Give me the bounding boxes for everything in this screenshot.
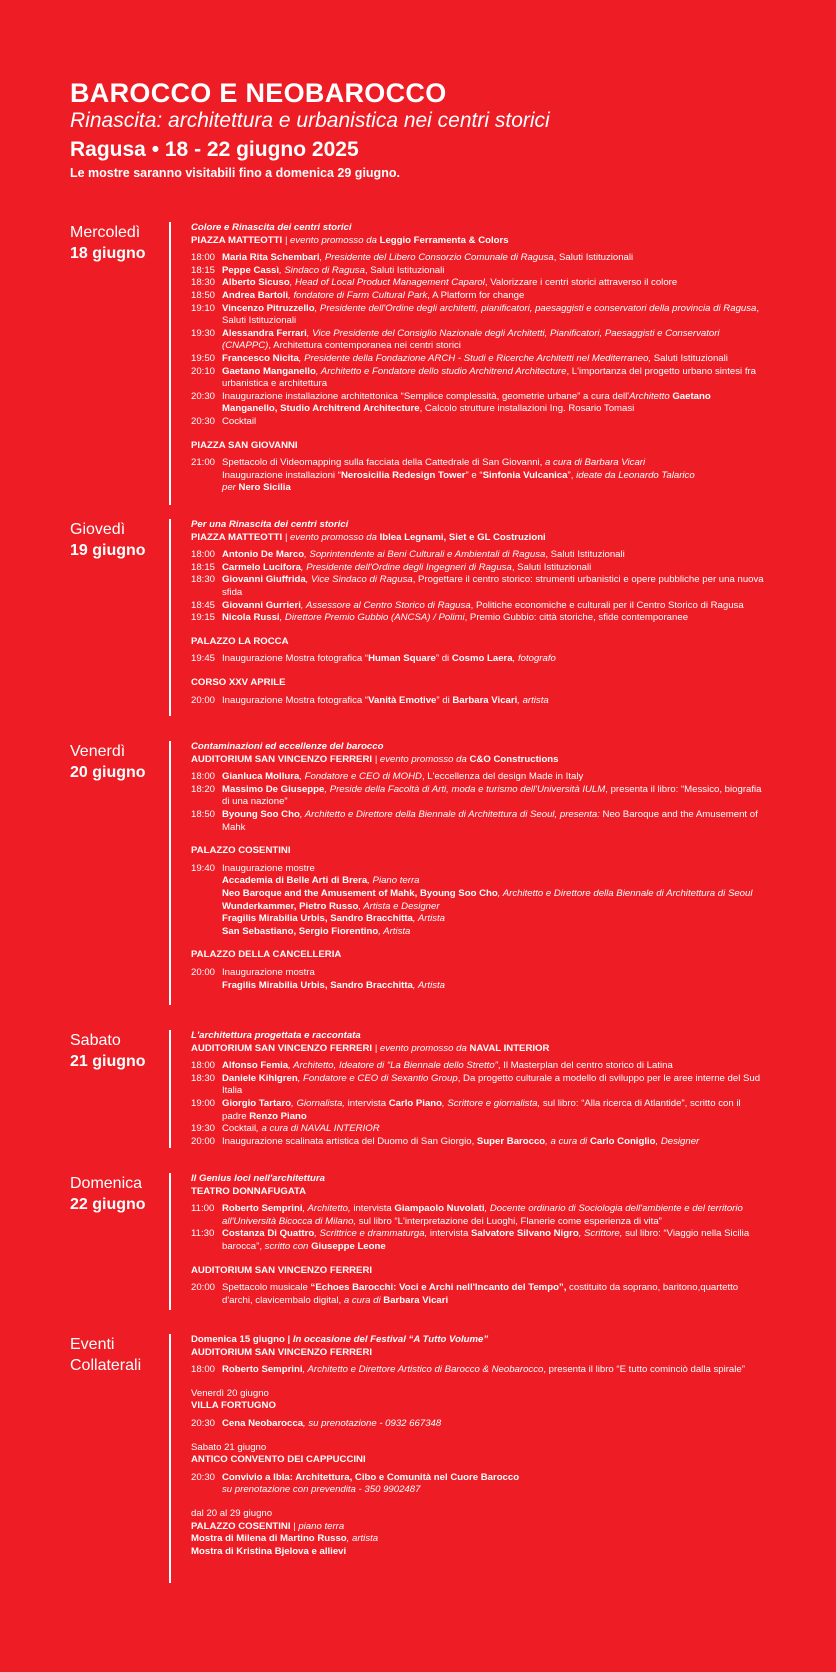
event-row: 19:00 Giorgio Tartaro, Giornalista, intervista Carlo Piano, Scrittore e giornalista, sul libro: “Alla ricerca di Atlantide”, scritto con il padre Renzo Piano: [191, 1097, 741, 1122]
venue-name: PALAZZO COSENTINI | piano terra: [191, 1520, 345, 1532]
event-list: [191, 1418, 766, 1431]
day-label: [70, 1334, 169, 1376]
event-list: [191, 1060, 766, 1148]
event-row: 19:30 Alessandra Ferrari, Vice Presidente del Consiglio Nazionale degli Architetti, Pianificatori, Paesaggisti e Conservatori (CNAPPC), Architettura contemporanea nei centri storici: [191, 327, 720, 352]
session-block: [191, 1030, 766, 1148]
day-wednesday: [70, 222, 766, 505]
event-row: 11:30 Costanza Di Quattro, Scrittrice e drammaturga, intervista Salvatore Silvano Nigro, Scrittore, sul libro: “Viaggio nella Sicilia barocca”, scritto con Giuseppe Leone: [191, 1228, 750, 1252]
day-date: 22 giugno: [70, 1196, 146, 1213]
event-row: 18:30 Alberto Sicuso, Head of Local Product Management Caparol, Valorizzare i centri storici attraverso il colore: [191, 277, 678, 289]
venue-name: PIAZZA SAN GIOVANNI: [191, 439, 298, 451]
session-block: [191, 845, 766, 938]
event-list: [191, 695, 766, 708]
session-theme: L'architettura progettata e raccontata: [191, 1030, 361, 1041]
day-label: [70, 222, 169, 264]
session-block: [191, 222, 766, 429]
event-row: 20:30 Cocktail: [191, 415, 257, 427]
day-date: 20 giugno: [70, 764, 146, 781]
event-row: 18:00 Antonio De Marco, Soprintendente ai Beni Culturali e Ambientali di Ragusa, Saluti Istituzionali: [191, 549, 625, 561]
session-theme: Per una Rinascita dei centri storici: [191, 519, 349, 530]
event-list: [191, 1282, 766, 1307]
event-row: 20:30 Convivio a Ibla: Architettura, Cibo e Comunità nel Cuore Barocco su prenotazione con prevendita - 350 9902487: [191, 1471, 520, 1496]
venue-name: AUDITORIUM SAN VINCENZO FERRERI: [191, 1264, 373, 1276]
session-block: [191, 440, 766, 495]
event-row: 18:00 Roberto Semprini, Architetto e Direttore Artistico di Barocco & Neobarocco, presenta il libro “E tutto cominciò dalla spirale”: [191, 1364, 745, 1376]
session-block: [191, 1442, 766, 1497]
event-row: 18:45 Giovanni Gurrieri, Assessore al Centro Storico di Ragusa, Politiche economiche e culturali per il Centro Storico di Ragusa: [191, 599, 744, 611]
day-date: 21 giugno: [70, 1053, 146, 1070]
session-date: Sabato 21 giugno: [191, 1441, 267, 1453]
day-label: [70, 1030, 169, 1072]
day-name: Giovedì: [70, 521, 126, 538]
session-block: [191, 741, 766, 834]
event-row: 18:00 Gianluca Mollura, Fondatore e CEO di MOHD, L'eccellenza del design Made in Italy: [191, 771, 584, 783]
event-row: 20:00 Inaugurazione mostra Fragilis Mirabilia Urbis, Sandro Bracchitta, Artista: [191, 966, 446, 991]
venue-name: PALAZZO COSENTINI: [191, 845, 291, 857]
session-block: [191, 1173, 766, 1254]
event-list: [191, 653, 766, 666]
day-label: [70, 1173, 169, 1215]
event-list: [191, 1203, 766, 1253]
event-row: 11:00 Roberto Semprini, Architetto, intervista Giampaolo Nuvolati, Docente ordinario di Sociologia dell'ambiente e del territorio all'Università Bicocca di Milano, sul libro “L'interpretazione dei Luoghi, Flanerie come esperienza di vita”: [191, 1203, 743, 1227]
venue-name: PIAZZA MATTEOTTI | evento promosso da Iblea Legnami, Siet e GL Costruzioni: [191, 531, 546, 543]
day-schedule: [169, 222, 766, 505]
day-name-2: Collaterali: [70, 1357, 142, 1374]
event-row: 20:00 Spettacolo musicale “Echoes Barocchi: Voci e Archi nell'Incanto del Tempo”, costituito da soprano, baritono,quartetto d'archi, clavicembalo digital, a cura di Barbara Vicari: [191, 1282, 739, 1306]
venue-name: AUDITORIUM SAN VINCENZO FERRERI: [191, 1346, 373, 1358]
day-schedule: [169, 741, 766, 1005]
session-block: [191, 636, 766, 666]
event-row: 19:15 Nicola Russi, Direttore Premio Gubbio (ANCSA) / Polimi, Premio Gubbio: città storiche, sfide contemporanee: [191, 612, 689, 624]
day-name: Domenica: [70, 1175, 143, 1192]
venue-name: CORSO XXV APRILE: [191, 676, 286, 688]
event-row: 20:30 Cena Neobarocca, su prenotazione - 0932 667348: [191, 1417, 442, 1429]
day-schedule: [169, 1030, 766, 1148]
event-list: [191, 1364, 766, 1377]
event-list: [191, 771, 766, 834]
session-block: [191, 677, 766, 707]
event-row: 18:15 Carmelo Lucifora, Presidente dell'Ordine degli Ingegneri di Ragusa, Saluti Istituzionali: [191, 561, 592, 573]
event-row: 18:15 Peppe Cassì, Sindaco di Ragusa, Saluti Istituzionali: [191, 264, 445, 276]
event-row: 20:00 Inaugurazione scalinata artistica del Duomo di San Giorgio, Super Barocco, a cura di Carlo Coniglio, Designer: [191, 1135, 700, 1147]
session-date: Venerdì 20 giugno: [191, 1387, 269, 1399]
event-row: 18:20 Massimo De Giuseppe, Preside della Facoltà di Arti, moda e turismo dell'Università IULM, presenta il libro: “Messico, biografia di una nazione”: [191, 783, 762, 808]
session-block: [191, 1265, 766, 1308]
day-name: Sabato: [70, 1032, 121, 1049]
venue-name: VILLA FORTUGNO: [191, 1400, 276, 1412]
exhibition-line: Mostra di Milena di Martino Russo, artista: [191, 1533, 379, 1545]
event-list: [191, 549, 766, 625]
event-row: 19:40 Inaugurazione mostre Accademia di Belle Arti di Brera, Piano terra Neo Baroque and the Amusement of Mahk, Byoung Soo Cho, Architetto e Direttore della Biennale di Architettura di Seoul Wunderkammer, Pietro Russo, Artista e Designer Fragilis Mirabilia Urbis, Sandro Bracchitta, Artista San Sebastiano, Sergio Fiorentino, Artista: [191, 862, 753, 937]
poster-dateline: Ragusa • 18 - 22 giugno 2025: [70, 138, 359, 161]
exhibitions-note: Le mostre saranno visitabili fino a domenica 29 giugno.: [70, 166, 400, 180]
day-name: Mercoledì: [70, 224, 141, 241]
session-theme: Domenica 15 giugno | In occasione del Festival “A Tutto Volume”: [191, 1334, 489, 1345]
event-row: 20:10 Gaetano Manganello, Architetto e Fondatore dello studio Architrend Architecture, L'importanza del progetto urbano sintesi fra urbanistica e architettura: [191, 365, 757, 390]
event-list: [191, 967, 766, 992]
venue-name: PALAZZO LA ROCCA: [191, 635, 289, 647]
event-row: 20:30 Inaugurazione installazione architettonica “Semplice complessità, geometrie urbane” a cura dell'Architetto Gaetano Manganello, Studio Architrend Architecture, Calcolo strutture installazioni Ing. Rosario Tomasi: [191, 390, 711, 415]
event-row: 21:00 Spettacolo di Videomapping sulla facciata della Cattedrale di San Giovanni, a cura di Barbara Vicari Inaugurazione installazioni “Nerosicilia Redesign Tower” e “Sinfonia Vulcanica”, ideate da Leonardo Talarico per Nero Sicilia: [191, 457, 695, 494]
exhibition-line: Mostra di Kristina Bjelova e allievi: [191, 1545, 347, 1557]
poster-title: BAROCCO E NEOBAROCCO: [70, 78, 447, 108]
day-label: [70, 741, 169, 783]
day-saturday: [70, 1030, 766, 1148]
event-row: 18:30 Giovanni Giuffrida, Vice Sindaco di Ragusa, Progettare il centro storico: strumenti urbanistici e opere pubbliche per una nuova sfida: [191, 574, 764, 598]
day-date: 18 giugno: [70, 245, 146, 262]
event-row: 19:50 Francesco Nicita, Presidente della Fondazione ARCH - Studi e Ricerche Architetti nel Mediterraneo, Saluti Istituzionali: [191, 352, 728, 364]
session-block: [191, 1388, 766, 1431]
day-friday: [70, 741, 766, 1005]
event-list: [191, 457, 766, 495]
event-row: 19:45 Inaugurazione Mostra fotografica “Human Square” di Cosmo Laera, fotografo: [191, 653, 556, 665]
session-date: dal 20 al 29 giugno: [191, 1507, 273, 1519]
day-schedule: [169, 1334, 766, 1583]
venue-name: AUDITORIUM SAN VINCENZO FERRERI | evento promosso da NAVAL INTERIOR: [191, 1042, 550, 1054]
venue-name: PALAZZO DELLA CANCELLERIA: [191, 949, 342, 961]
event-row: 20:00 Inaugurazione Mostra fotografica “Vanità Emotive” di Barbara Vicari, artista: [191, 694, 549, 706]
event-row: 18:00 Maria Rita Schembari, Presidente del Libero Consorzio Comunale di Ragusa, Saluti Istituzionali: [191, 252, 634, 264]
venue-name: TEATRO DONNAFUGATA: [191, 1185, 307, 1197]
session-theme: Colore e Rinascita dei centri storici: [191, 222, 352, 233]
day-thursday: [70, 519, 766, 716]
poster-subtitle: Rinascita: architettura e urbanistica nei centri storici: [70, 109, 550, 132]
event-row: 19:10 Vincenzo Pitruzzello, Presidente dell'Ordine degli architetti, pianificatori, paesaggisti e conservatori della provincia di Ragusa, Saluti Istituzionali: [191, 302, 760, 327]
day-label: [70, 519, 169, 561]
event-row: 18:30 Daniele Kihlgren, Fondatore e CEO di Sexantio Group, Da progetto culturale a modello di sviluppo per le aree interne del Sud Italia: [191, 1072, 761, 1097]
session-block: [191, 949, 766, 992]
event-row: 19:30 Cocktail, a cura di NAVAL INTERIOR: [191, 1123, 380, 1135]
venue-name: PIAZZA MATTEOTTI | evento promosso da Leggio Ferramenta & Colors: [191, 234, 509, 246]
session-block: [191, 1508, 766, 1558]
day-name: Eventi: [70, 1336, 115, 1353]
event-list: [191, 863, 766, 939]
session-block: [191, 519, 766, 625]
session-theme: Contaminazioni ed eccellenze del barocco: [191, 741, 384, 752]
event-list: [191, 252, 766, 428]
day-date: 19 giugno: [70, 542, 146, 559]
day-schedule: [169, 1173, 766, 1310]
day-sunday: [70, 1173, 766, 1310]
session-block: [191, 1334, 766, 1377]
day-name: Venerdì: [70, 743, 126, 760]
event-row: 18:50 Byoung Soo Cho, Architetto e Direttore della Biennale di Architettura di Seoul, presenta: Neo Baroque and the Amusement of Mahk: [191, 808, 758, 833]
event-row: 18:00 Alfonso Femia, Architetto, Ideatore di “La Biennale dello Stretto”, Il Masterplan del centro storico di Latina: [191, 1060, 673, 1072]
session-theme: Il Genius loci nell'architettura: [191, 1173, 325, 1184]
venue-name: ANTICO CONVENTO DEI CAPPUCCINI: [191, 1454, 366, 1466]
event-row: 18:50 Andrea Bartoli, fondatore di Farm Cultural Park, A Platform for change: [191, 289, 525, 301]
day-schedule: [169, 519, 766, 716]
venue-name: AUDITORIUM SAN VINCENZO FERRERI | evento promosso da C&O Constructions: [191, 753, 559, 765]
day-side-events: [70, 1334, 766, 1583]
event-list: [191, 1472, 766, 1497]
